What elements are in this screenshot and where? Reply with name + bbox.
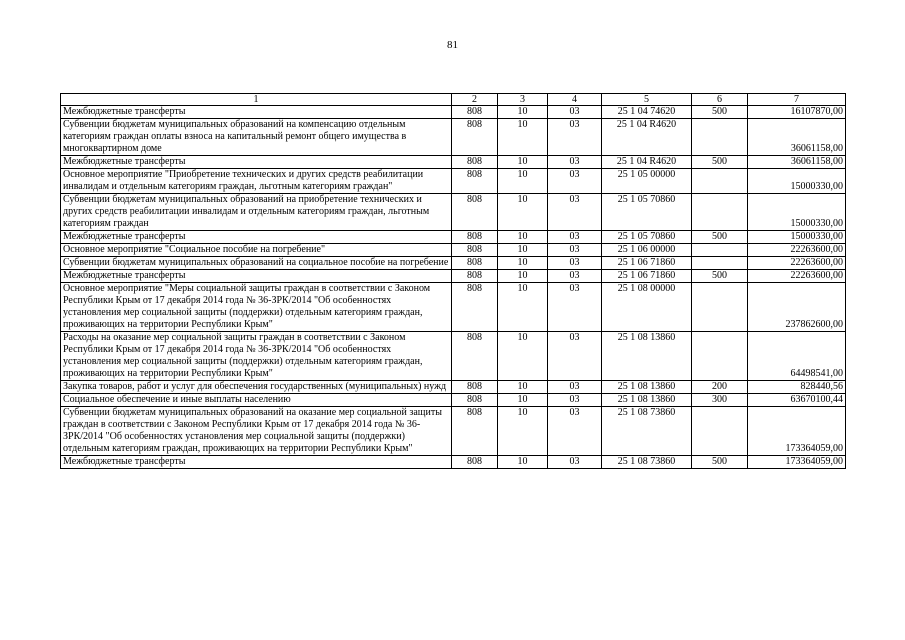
row-target-article-cell: 25 1 08 13860	[602, 381, 692, 394]
row-section-cell: 10	[498, 244, 548, 257]
table-row	[61, 119, 846, 156]
header-row	[61, 94, 846, 106]
row-section-cell: 10	[498, 231, 548, 244]
row-expense-type-cell: 500	[692, 156, 748, 169]
row-target-article-cell: 25 1 08 13860	[602, 394, 692, 407]
row-section-cell: 10	[498, 106, 548, 119]
row-section-cell: 10	[498, 194, 548, 231]
row-code-cell: 808	[452, 244, 498, 257]
row-expense-type-cell	[692, 119, 748, 156]
row-expense-type-cell	[692, 283, 748, 332]
row-amount-cell: 22263600,00	[748, 270, 846, 283]
row-section-cell: 10	[498, 381, 548, 394]
row-name-cell: Закупка товаров, работ и услуг для обеспечения государственных (муниципальных) нужд	[61, 381, 452, 394]
row-amount-cell: 15000330,00	[748, 231, 846, 244]
header-cell-6: 6	[692, 94, 748, 106]
row-name-cell: Субвенции бюджетам муниципальных образований на оказание мер социальной защиты граждан в соответствии с Законом Республики Крым от 17 декабря 2014 года № 36-ЗРК/2014 "Об особенностях установления мер социальной защиты (поддержки) отдельным категориям граждан, проживающих на территории Республики Крым"	[61, 407, 452, 456]
row-section-cell: 10	[498, 169, 548, 194]
row-subsection-cell: 03	[548, 394, 602, 407]
row-name-cell: Субвенции бюджетам муниципальных образований на приобретение технических и других средств реабилитации инвалидам и отдельным категориям граждан, льготным категориям граждан	[61, 194, 452, 231]
row-code-cell: 808	[452, 270, 498, 283]
row-section-cell: 10	[498, 119, 548, 156]
row-name-cell: Субвенции бюджетам муниципальных образований на компенсацию отдельным категориям граждан оплаты взноса на капитальный ремонт общего имущества в многоквартирном доме	[61, 119, 452, 156]
row-code-cell: 808	[452, 194, 498, 231]
row-code-cell: 808	[452, 257, 498, 270]
row-expense-type-cell: 200	[692, 381, 748, 394]
row-target-article-cell: 25 1 08 13860	[602, 332, 692, 381]
row-code-cell: 808	[452, 283, 498, 332]
row-name-cell: Основное мероприятие "Приобретение технических и других средств реабилитации инвалидам и отдельным категориям граждан, льготным категориям граждан"	[61, 169, 452, 194]
row-expense-type-cell	[692, 407, 748, 456]
row-expense-type-cell	[692, 332, 748, 381]
row-amount-cell: 828440,56	[748, 381, 846, 394]
row-target-article-cell: 25 1 05 00000	[602, 169, 692, 194]
row-name-cell: Межбюджетные трансферты	[61, 106, 452, 119]
row-name-cell: Основное мероприятие "Меры социальной защиты граждан в соответствии с Законом Республики Крым от 17 декабря 2014 года № 36-ЗРК/2014 "Об особенностях установления мер социальной защиты (поддержки) отдельным категориям граждан, проживающих на территории Республики Крым"	[61, 283, 452, 332]
row-code-cell: 808	[452, 231, 498, 244]
row-subsection-cell: 03	[548, 381, 602, 394]
row-amount-cell: 36061158,00	[748, 119, 846, 156]
row-section-cell: 10	[498, 270, 548, 283]
row-name-cell: Межбюджетные трансферты	[61, 231, 452, 244]
row-name-cell: Субвенции бюджетам муниципальных образований на социальное пособие на погребение	[61, 257, 452, 270]
row-amount-cell: 237862600,00	[748, 283, 846, 332]
row-expense-type-cell	[692, 257, 748, 270]
page-number: 81	[447, 39, 458, 51]
row-target-article-cell: 25 1 08 73860	[602, 456, 692, 469]
table-row	[61, 456, 846, 469]
row-expense-type-cell: 500	[692, 106, 748, 119]
row-amount-cell: 63670100,44	[748, 394, 846, 407]
row-code-cell: 808	[452, 119, 498, 156]
header-cell-3: 3	[498, 94, 548, 106]
row-expense-type-cell: 500	[692, 456, 748, 469]
row-amount-cell: 173364059,00	[748, 407, 846, 456]
row-amount-cell: 15000330,00	[748, 194, 846, 231]
table-row	[61, 231, 846, 244]
row-subsection-cell: 03	[548, 456, 602, 469]
row-name-cell: Социальное обеспечение и иные выплаты населению	[61, 394, 452, 407]
row-section-cell: 10	[498, 394, 548, 407]
table-row	[61, 394, 846, 407]
row-section-cell: 10	[498, 156, 548, 169]
row-amount-cell: 16107870,00	[748, 106, 846, 119]
row-code-cell: 808	[452, 332, 498, 381]
header-cell-1: 1	[61, 94, 452, 106]
row-amount-cell: 22263600,00	[748, 244, 846, 257]
row-amount-cell: 64498541,00	[748, 332, 846, 381]
row-code-cell: 808	[452, 456, 498, 469]
row-amount-cell: 22263600,00	[748, 257, 846, 270]
row-section-cell: 10	[498, 283, 548, 332]
row-subsection-cell: 03	[548, 283, 602, 332]
row-subsection-cell: 03	[548, 119, 602, 156]
table-row	[61, 257, 846, 270]
row-target-article-cell: 25 1 06 71860	[602, 270, 692, 283]
header-cell-7: 7	[748, 94, 846, 106]
table-row	[61, 270, 846, 283]
table-row	[61, 407, 846, 456]
row-target-article-cell: 25 1 04 R4620	[602, 119, 692, 156]
table-row	[61, 106, 846, 119]
row-expense-type-cell: 500	[692, 231, 748, 244]
row-name-cell: Межбюджетные трансферты	[61, 456, 452, 469]
table-row	[61, 156, 846, 169]
row-target-article-cell: 25 1 05 70860	[602, 194, 692, 231]
row-code-cell: 808	[452, 169, 498, 194]
row-target-article-cell: 25 1 05 70860	[602, 231, 692, 244]
row-section-cell: 10	[498, 332, 548, 381]
row-expense-type-cell: 500	[692, 270, 748, 283]
row-section-cell: 10	[498, 407, 548, 456]
budget-table	[60, 93, 846, 469]
table-row	[61, 244, 846, 257]
row-section-cell: 10	[498, 257, 548, 270]
row-code-cell: 808	[452, 156, 498, 169]
row-subsection-cell: 03	[548, 332, 602, 381]
row-target-article-cell: 25 1 06 00000	[602, 244, 692, 257]
table-row	[61, 381, 846, 394]
row-target-article-cell: 25 1 08 73860	[602, 407, 692, 456]
row-section-cell: 10	[498, 456, 548, 469]
row-target-article-cell: 25 1 06 71860	[602, 257, 692, 270]
row-subsection-cell: 03	[548, 257, 602, 270]
table-row	[61, 283, 846, 332]
row-name-cell: Межбюджетные трансферты	[61, 156, 452, 169]
row-subsection-cell: 03	[548, 231, 602, 244]
row-subsection-cell: 03	[548, 156, 602, 169]
row-subsection-cell: 03	[548, 194, 602, 231]
row-subsection-cell: 03	[548, 270, 602, 283]
row-amount-cell: 15000330,00	[748, 169, 846, 194]
header-cell-4: 4	[548, 94, 602, 106]
row-amount-cell: 36061158,00	[748, 156, 846, 169]
row-code-cell: 808	[452, 381, 498, 394]
row-code-cell: 808	[452, 106, 498, 119]
row-expense-type-cell	[692, 194, 748, 231]
row-name-cell: Основное мероприятие "Социальное пособие на погребение"	[61, 244, 452, 257]
row-expense-type-cell: 300	[692, 394, 748, 407]
row-subsection-cell: 03	[548, 106, 602, 119]
row-target-article-cell: 25 1 08 00000	[602, 283, 692, 332]
row-expense-type-cell	[692, 169, 748, 194]
row-target-article-cell: 25 1 04 R4620	[602, 156, 692, 169]
table-row	[61, 169, 846, 194]
row-code-cell: 808	[452, 394, 498, 407]
header-cell-2: 2	[452, 94, 498, 106]
header-cell-5: 5	[602, 94, 692, 106]
row-name-cell: Расходы на оказание мер социальной защиты граждан в соответствии с Законом Республики Крым от 17 декабря 2014 года № 36-ЗРК/2014 "Об особенностях установления мер социальной защиты (поддержки) отдельным категориям граждан, проживающих на территории Республики Крым"	[61, 332, 452, 381]
row-expense-type-cell	[692, 244, 748, 257]
table-row	[61, 332, 846, 381]
row-target-article-cell: 25 1 04 74620	[602, 106, 692, 119]
table-row	[61, 194, 846, 231]
row-subsection-cell: 03	[548, 169, 602, 194]
row-name-cell: Межбюджетные трансферты	[61, 270, 452, 283]
row-subsection-cell: 03	[548, 407, 602, 456]
row-code-cell: 808	[452, 407, 498, 456]
row-amount-cell: 173364059,00	[748, 456, 846, 469]
row-subsection-cell: 03	[548, 244, 602, 257]
